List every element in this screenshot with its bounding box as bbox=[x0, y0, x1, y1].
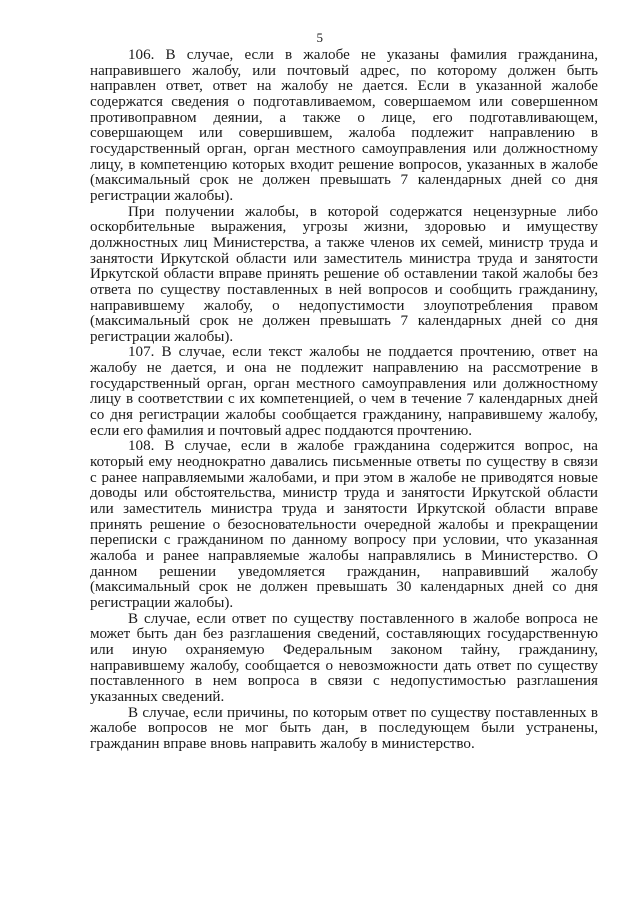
paragraph-107: 107. В случае, если текст жалобы не поддается прочтению, ответ на жалобу не дается, и она не подлежит направлению на рассмотрение в государственный орган, орган местного самоуправления или должностному лицу в соответствии с их компетенцией, о чем в течение 7 календарных дней со дня регистрации жалобы сообщается гражданину, направившему жалобу, если его фамилия и почтовый адрес поддаются прочтению. bbox=[90, 344, 598, 439]
document-body bbox=[90, 48, 598, 753]
page-number: 5 bbox=[316, 30, 324, 45]
paragraph-reasons-eliminated: В случае, если причины, по которым ответ по существу поставленных в жалобе вопросов не мог быть дан, в последующем были устранены, гражданин вправе вновь направить жалобу в министерство. bbox=[90, 704, 598, 752]
paragraph-106: 106. В случае, если в жалобе не указаны фамилия гражданина, направившего жалобу, или почтовый адрес, по которому должен быть направлен ответ, ответ на жалобу не дается. Если в указанной жалобе содержатся сведения о подготавливаемом, совершаемом или совершенном противоправном деянии, а также о лице, его подготавливающем, совершающем или совершившем, жалоба подлежит направлению в государственный орган, орган местного самоуправления или должностному лицу, в компетенцию которых входит решение вопросов, указанных в жалобе (максимальный срок не должен превышать 7 календарных дней со дня регистрации жалобы). bbox=[90, 47, 598, 204]
paragraph-state-secret: В случае, если ответ по существу поставленного в жалобе вопроса не может быть дан без разглашения сведений, составляющих государственную или иную охраняемую Федеральным законом тайну, гражданину, направившему жалобу, сообщается о невозможности дать ответ по существу поставленного в нем вопроса в связи с недопустимостью разглашения указанных сведений. bbox=[90, 610, 598, 705]
paragraph-108: 108. В случае, если в жалобе гражданина содержится вопрос, на который ему неоднократно давались письменные ответы по существу в связи с ранее направляемыми жалобами, и при этом в жалобе не приводятся новые доводы или обстоятельства, министр труда и занятости Иркутской области или заместитель министра труда и занятости Иркутской области вправе принять решение о безосновательности очередной жалобы и прекращении переписки с гражданином по данному вопросу при условии, что указанная жалоба и ранее направляемые жалобы направлялись в Министерство. О данном решении уведомляется гражданин, направивший жалобу (максимальный срок не должен превышать 30 календарных дней со дня регистрации жалобы). bbox=[90, 438, 598, 611]
paragraph-obscene-complaint: При получении жалобы, в которой содержатся нецензурные либо оскорбительные выражения, угрозы жизни, здоровью и имуществу должностных лиц Министерства, а также членов их семей, министр труда и занятости Иркутской области или заместитель министра труда и занятости Иркутской области вправе принять решение об оставлении такой жалобы без ответа по существу поставленных в ней вопросов и сообщить гражданину, направившему жалобу, о недопустимости злоупотребления правом (максимальный срок не должен превышать 7 календарных дней со дня регистрации жалобы). bbox=[90, 203, 598, 345]
